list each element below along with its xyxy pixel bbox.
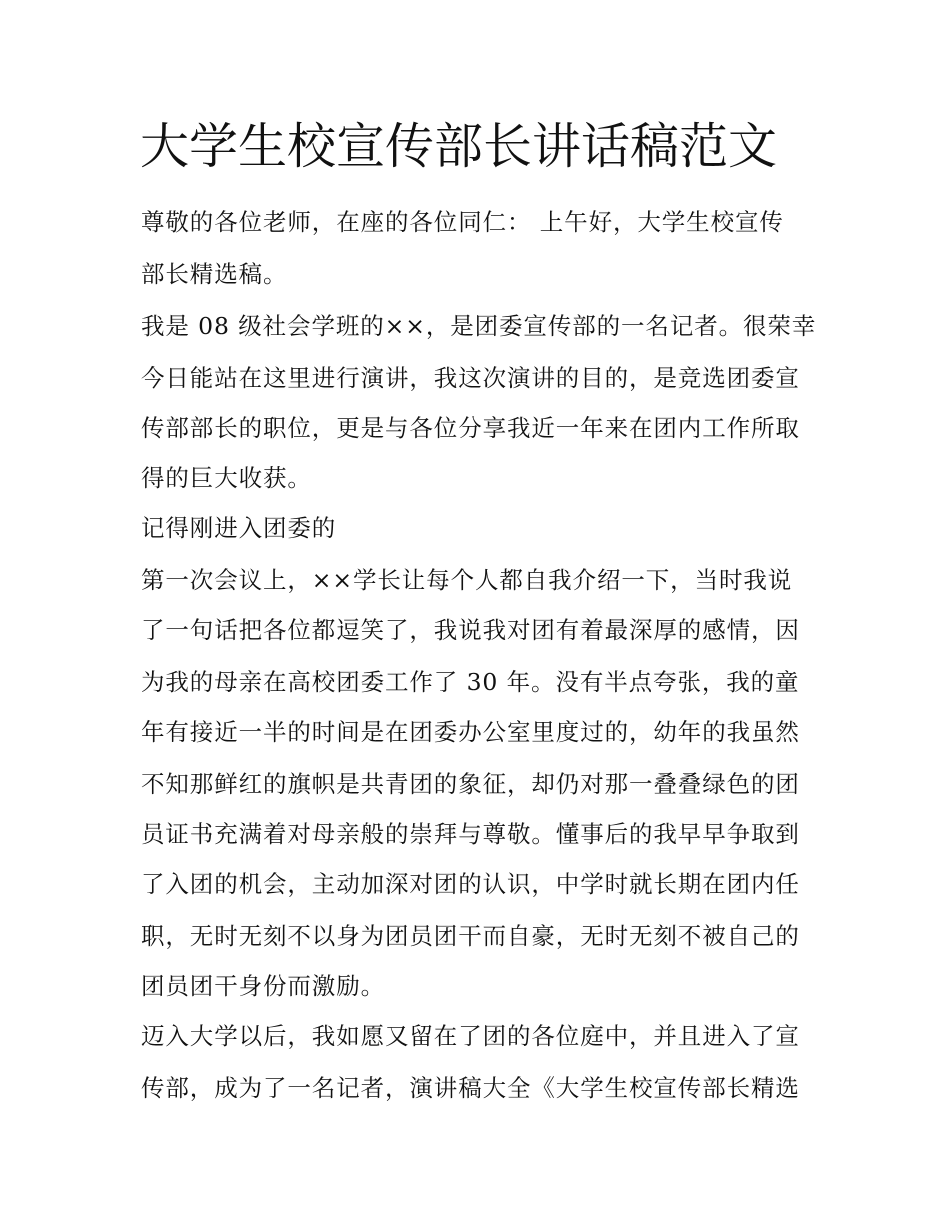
- body-line: 了一句话把各位都逗笑了，我说我对团有着最深厚的感情，因: [141, 616, 800, 644]
- body-line: 传部部长的职位，更是与各位分享我近一年来在团内工作所取: [141, 414, 800, 442]
- body-line: 传部，成为了一名记者，演讲稿大全《大学生校宣传部长精选: [141, 1074, 800, 1102]
- body-line: 今日能站在这里进行演讲，我这次演讲的目的，是竞选团委宣: [141, 364, 800, 392]
- body-line: 职，无时无刻不以身为团员团干而自豪，无时无刻不被自己的: [141, 922, 800, 950]
- body-line: 不知那鲜红的旗帜是共青团的象征，却仍对那一叠叠绿色的团: [141, 770, 800, 798]
- document-title: 大学生校宣传部长讲话稿范文: [140, 118, 778, 175]
- body-line: 了入团的机会，主动加深对团的认识，中学时就长期在团内任: [141, 870, 800, 898]
- body-line: 员证书充满着对母亲般的崇拜与尊敬。懂事后的我早早争取到: [141, 820, 800, 848]
- body-line: 第一次会议上，××学长让每个人都自我介绍一下，当时我说: [141, 566, 793, 594]
- body-line: 我是 08 级社会学班的××，是团委宣传部的一名记者。很荣幸: [141, 312, 817, 340]
- body-line: 团员团干身份而激励。: [141, 972, 385, 1000]
- body-line: 尊敬的各位老师，在座的各位同仁： 上午好，大学生校宣传: [141, 208, 784, 236]
- body-line: 记得刚进入团委的: [141, 514, 337, 542]
- body-line: 得的巨大收获。: [141, 464, 312, 492]
- body-line: 为我的母亲在高校团委工作了 30 年。没有半点夸张，我的童: [141, 668, 800, 696]
- body-line: 年有接近一半的时间是在团委办公室里度过的，幼年的我虽然: [141, 718, 800, 746]
- body-line: 迈入大学以后，我如愿又留在了团的各位庭中，并且进入了宣: [141, 1022, 800, 1050]
- body-line: 部长精选稿。: [141, 260, 288, 288]
